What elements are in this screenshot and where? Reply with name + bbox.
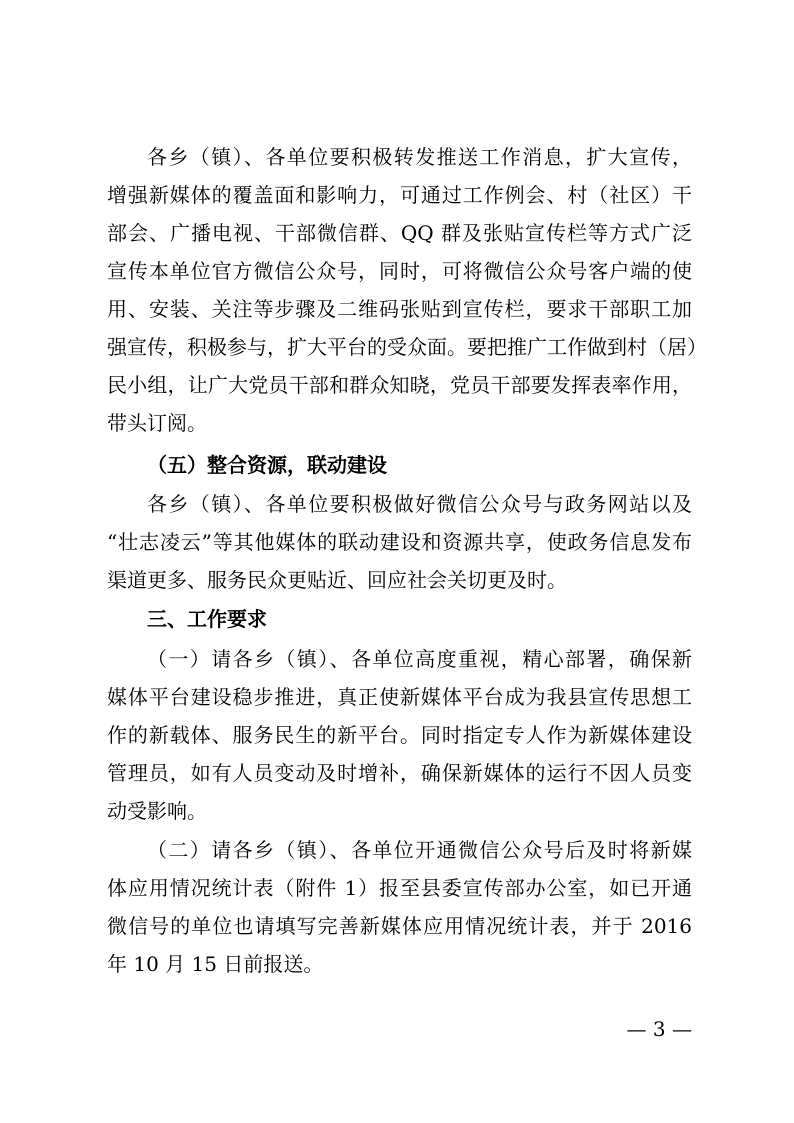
text-line: 年 10 月 15 日前报送。	[107, 952, 324, 976]
text-line: 用、安装、关注等步骤及二维码张贴到宣传栏，要求干部职工加	[107, 297, 692, 321]
text-line: 微信号的单位也请填写完善新媒体应用情况统计表，并于 2016	[107, 914, 692, 938]
text-line: 渠道更多、服务民众更贴近、回应社会关切更及时。	[107, 568, 567, 592]
text-line: （一）请各乡（镇）、各单位高度重视，精心部署，确保新	[147, 647, 692, 671]
text-line: 作的新载体、服务民生的新平台。同时指定专人作为新媒体建设	[107, 723, 692, 747]
text-line: 部会、广播电视、干部微信群、QQ 群及张贴宣传栏等方式广泛	[107, 221, 692, 245]
text-line: 媒体平台建设稳步推进，真正使新媒体平台成为我县宣传思想工	[107, 685, 692, 709]
text-line: （二）请各乡（镇）、各单位开通微信公众号后及时将新媒	[147, 838, 692, 862]
page-number: — 3 —	[626, 1017, 692, 1041]
text-line: “壮志凌云”等其他媒体的联动建设和资源共享，使政务信息发布	[107, 530, 692, 554]
text-line: 体应用情况统计表（附件 1）报至县委宣传部办公室，如已开通	[107, 876, 692, 900]
text-line: 动受影响。	[107, 799, 207, 823]
text-line: 增强新媒体的覆盖面和影响力，可通过工作例会、村（社区）干	[107, 183, 692, 207]
text-line: 管理员，如有人员变动及时增补，确保新媒体的运行不因人员变	[107, 761, 692, 785]
text-line: 带头订阅。	[107, 411, 207, 435]
text-line: 强宣传，积极参与，扩大平台的受众面。要把推广工作做到村（居）	[107, 335, 707, 359]
text-line: 宣传本单位官方微信公众号，同时，可将微信公众号客户端的使	[107, 259, 692, 283]
text-line: 各乡（镇）、各单位要积极转发推送工作消息，扩大宣传，	[147, 145, 692, 169]
section-heading-5: （五）整合资源，联动建设	[147, 453, 387, 477]
text-line: 各乡（镇）、各单位要积极做好微信公众号与政务网站以及	[147, 492, 692, 516]
section-heading-3: 三、工作要求	[147, 607, 267, 631]
text-line: 民小组，让广大党员干部和群众知晓，党员干部要发挥表率作用，	[107, 373, 692, 397]
